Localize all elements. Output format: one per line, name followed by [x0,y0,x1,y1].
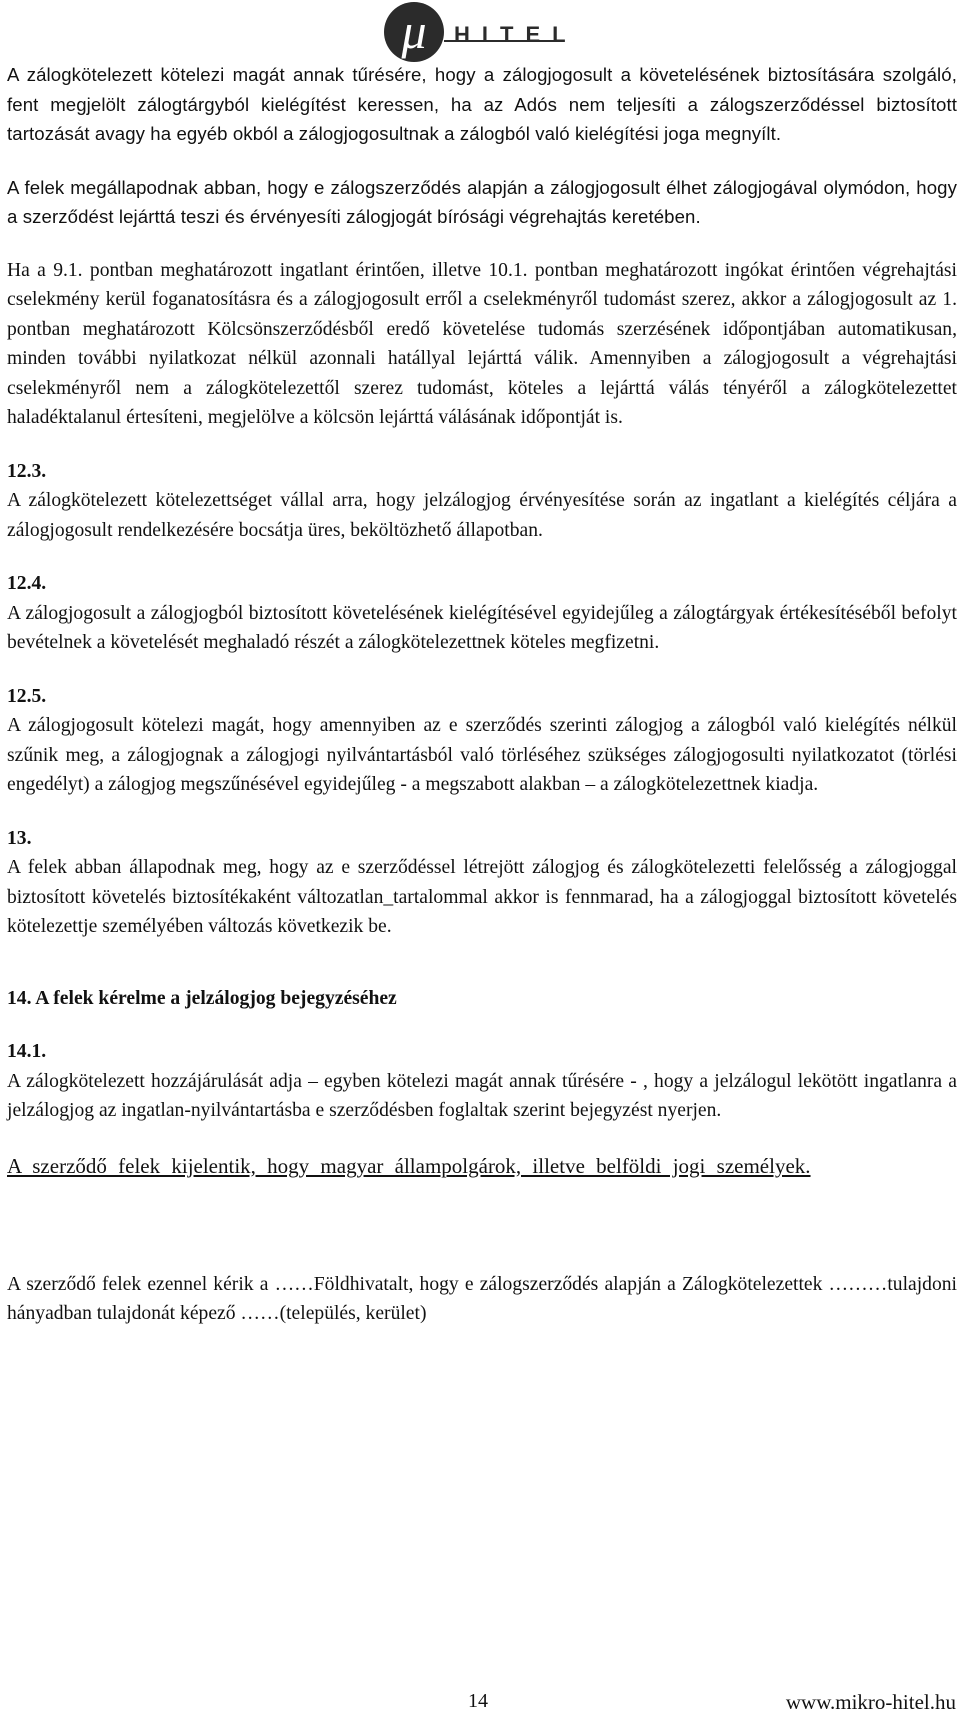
footer-url: www.mikro-hitel.hu [785,1690,956,1714]
logo-mu-mark: μ [401,3,427,59]
section-14-1-text: A zálogkötelezett hozzájárulását adja – egyben kötelezi magát annak tűrésére - , hogy a jelzálogul lekötött ingatlanra a jelzálogjog az ingatlan-nyilvántartásba e szerződésben foglaltak szerint bejegyzést nyerjen. [7,1070,957,1121]
section-12-4-heading: 12.4. [7,573,47,594]
paragraph-enforcement-maturity: Ha a 9.1. pontban meghatározott ingatlant érintően, illetve 10.1. pontban meghatározott ingókat érintően végrehajtási cselekmény kerül foganatosításra és a zálogjogosult erről a cselekményről tudomást szerez, akkor a zálogjogosult az 1. pontban meghatározott Kölcsönszerződésből eredő követelése tudomás szerzésének időpontjában automatikusan, minden további nyilatkozat nélkül azonnali hatállyal lejárttá válik. Amennyiben a zálogjogosult a végrehajtási cselekményről nem a zálogkötelezettől szerez tudomást, köteles a lejárttá válás tényéről a zálogkötelezettet haladéktalanul értesíteni, megjelölve a kölcsön lejárttá válásának időpontját is. [7,259,957,428]
logo-wordmark: HITEL [454,22,578,47]
section-14-1-heading: 14.1. [7,1041,47,1062]
section-12-5-heading: 12.5. [7,685,47,707]
section-12-3-heading: 12.3. [7,460,47,482]
document-body [7,60,957,1329]
section-13-heading: 13. [7,827,32,849]
section-12-4-text: A zálogjogosult a zálogjogból biztosított követelésének kielégítésével egyidejűleg a zálogtárgyak értékesítéséből befolyt bevételnek a követelését meghaladó részét a zálogkötelezettnek köteles megfizetni. [7,602,957,653]
section-12-3-text: A zálogkötelezett kötelezettséget vállal arra, hogy jelzálogjog érvényesítése során az ingatlant a kielégítés céljára a zálogjogosult rendelkezésére bocsátja üres, beköltözhető állapotban. [7,490,957,541]
paragraph-pledgor-obligation: A zálogkötelezett kötelezi magát annak tűrésére, hogy a zálogjogosult a követelésének biztosítására szolgáló, fent megjelölt zálogtárgyból kielégítést keressen, ha az Adós nem teljesíti a zálogszerződéssel biztosított tartozását avagy ha egyéb okból a zálogjogosultnak a zálogból való kielégítési joga megnyílt. [7,64,957,144]
section-14-title: 14. A felek kérelme a jelzálogjog bejegyzéséhez [7,987,397,1009]
page-number: 14 [468,1690,488,1712]
citizenship-declaration: A szerződő felek kijelentik, hogy magyar állampolgárok, illetve belföldi jogi személyek. [7,1153,811,1178]
land-registry-request: A szerződő felek ezennel kérik a ……Földhivatalt, hogy e zálogszerződés alapján a Zálogkötelezettek ………tulajdoni hányadban tulajdonát képező ……(település, kerület) [7,1273,957,1324]
section-12-5-text: A zálogjogosult kötelezi magát, hogy amennyiben az e szerződés szerinti zálogjog a zálogból való kielégítés nélkül szűnik meg, a zálogjognak a zálogjogi nyilvántartásból való törléséhez szükséges zálogjogosulti nyilatkozatot (törlési engedélyt) a zálogjog megszűnésével egyidejűleg - a megszabott alakban – a zálogkötelezettnek kiadja. [7,715,957,795]
mikro-hitel-logo [384,2,584,64]
paragraph-enforcement-agreement: A felek megállapodnak abban, hogy e zálogszerződés alapján a zálogjogosult élhet zálogjogával olymódon, hogy a szerződést lejárttá teszi és érvényesíti zálogjogát bírósági végrehajtás keretében. [7,176,957,227]
section-13-text: A felek abban állapodnak meg, hogy az e szerződéssel létrejött zálogjog és zálogkötelezetti felelősség a zálogjoggal biztosított követelés biztosítékaként változatlan_tartalommal akkor is fennmarad, ha a zálogjoggal biztosított követelés kötelezettje személyében változás következik be. [7,857,957,937]
